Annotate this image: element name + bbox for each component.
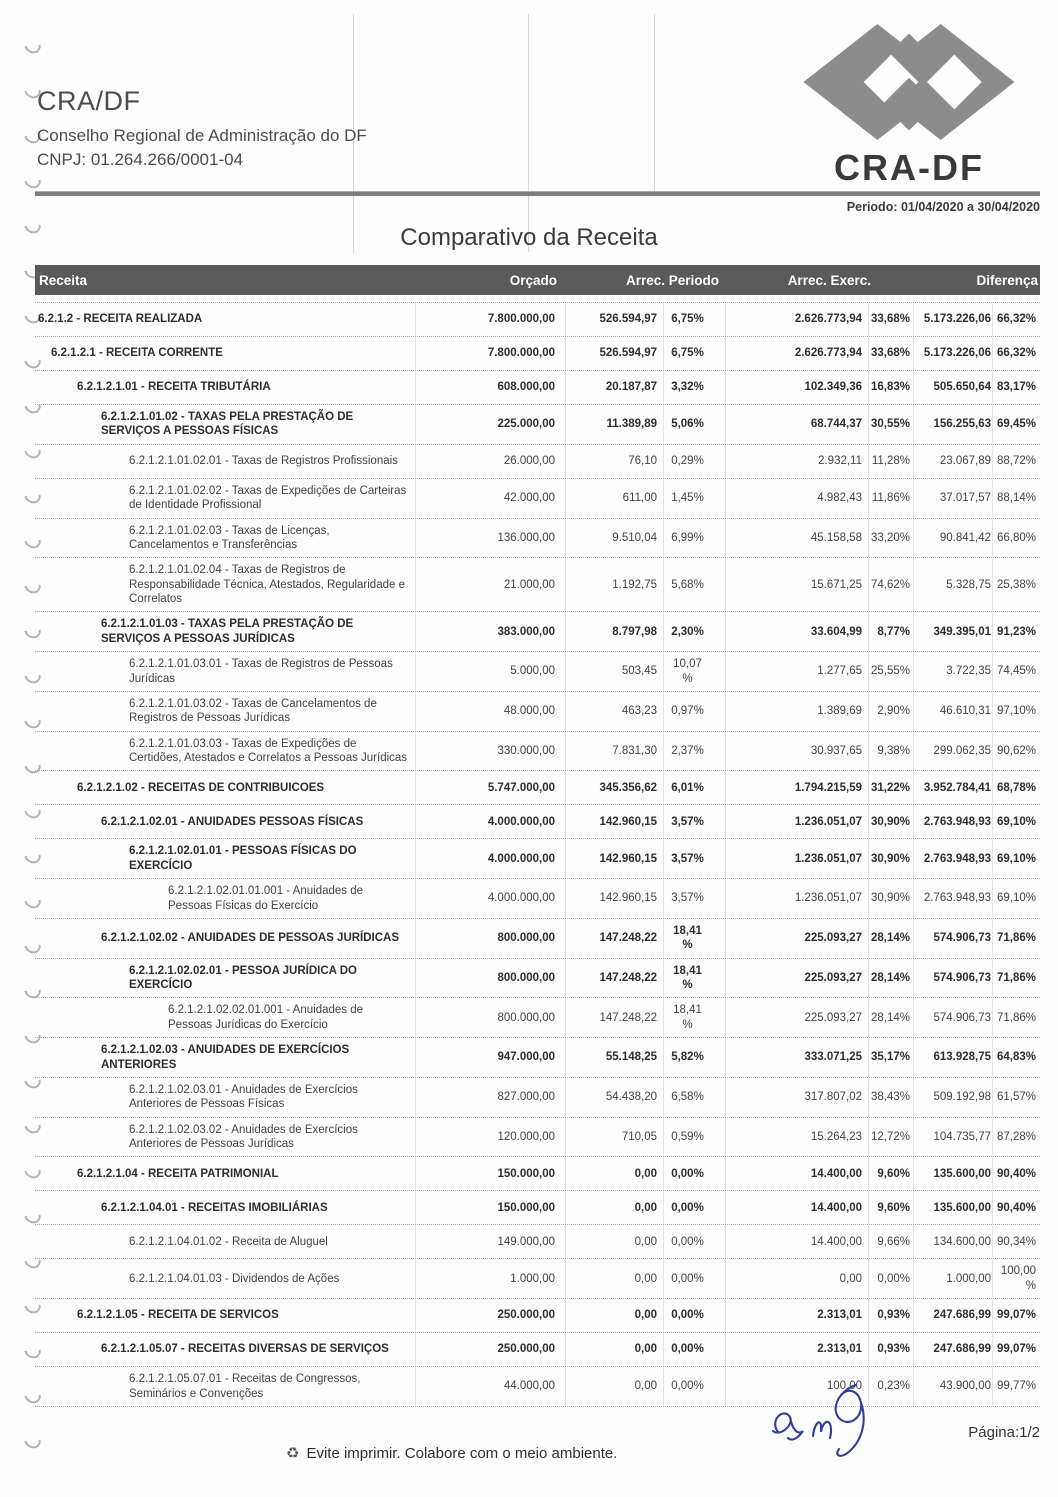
orcado-value: 44.000,00 — [415, 1367, 565, 1406]
diferenca-pct: 71,86% — [992, 959, 1040, 998]
orcado-value: 250.000,00 — [415, 1299, 565, 1332]
orcado-value: 120.000,00 — [415, 1118, 565, 1157]
arrec-exerc-pct: 12,72% — [868, 1118, 913, 1157]
arrec-periodo-pct: 6,99% — [663, 519, 725, 558]
arrec-periodo-value: 147.248,22 — [565, 959, 663, 998]
arrec-exerc-value: 14.400,00 — [725, 1225, 868, 1258]
orcado-value: 330.000,00 — [415, 732, 565, 771]
arrec-periodo-value: 147.248,22 — [565, 998, 663, 1037]
table-row — [35, 337, 1040, 371]
recycle-icon: ♻ — [286, 1445, 300, 1462]
arrec-periodo-pct: 3,32% — [663, 371, 725, 404]
arrec-periodo-value: 0,00 — [565, 1191, 663, 1224]
orcado-value: 947.000,00 — [415, 1038, 565, 1077]
arrec-exerc-value: 4.982,43 — [725, 479, 868, 518]
arrec-exerc-pct: 35,17% — [868, 1038, 913, 1077]
diferenca-pct: 87,28% — [992, 1118, 1040, 1157]
arrec-exerc-value: 30.937,65 — [725, 732, 868, 771]
arrec-periodo-value: 1.192,75 — [565, 558, 663, 611]
orcado-value: 48.000,00 — [415, 692, 565, 731]
binder-hole-mark — [21, 169, 44, 191]
row-label: 6.2.1.2.1.01.02 - TAXAS PELA PRESTAÇÃO DE SERVIÇOS A PESSOAS FÍSICAS — [101, 411, 354, 438]
header-rule — [35, 191, 1040, 196]
diferenca-value: 134.600,00 — [913, 1225, 992, 1258]
diferenca-pct: 99,77% — [992, 1367, 1040, 1406]
eco-note — [286, 1444, 617, 1462]
table-row — [35, 479, 1040, 519]
arrec-periodo-pct: 3,57% — [663, 839, 725, 878]
arrec-exerc-value: 68.744,37 — [725, 405, 868, 444]
diferenca-pct: 90,62% — [992, 732, 1040, 771]
arrec-exerc-pct: 74,62% — [868, 558, 913, 611]
table-row — [35, 652, 1040, 692]
row-label: 6.2.1.2 - RECEITA REALIZADA — [38, 313, 203, 326]
arrec-periodo-value: 710,05 — [565, 1118, 663, 1157]
logo-wordmark: CRA-DF — [834, 147, 984, 188]
arrec-exerc-pct: 9,60% — [868, 1191, 913, 1224]
orcado-value: 150.000,00 — [415, 1191, 565, 1224]
arrec-periodo-value: 463,23 — [565, 692, 663, 731]
arrec-exerc-pct: 25,55% — [868, 652, 913, 691]
col-header-diferenca: Diferença — [976, 272, 1038, 288]
diferenca-value: 37.017,57 — [913, 479, 992, 518]
row-label: 6.2.1.2.1.05 - RECEITA DE SERVICOS — [77, 1309, 279, 1322]
table-row — [35, 1157, 1040, 1191]
arrec-exerc-pct: 30,55% — [868, 405, 913, 444]
arrec-exerc-pct: 0,23% — [868, 1367, 913, 1406]
orcado-value: 4.000.000,00 — [415, 879, 565, 918]
diferenca-value: 135.600,00 — [913, 1157, 992, 1190]
diferenca-pct: 61,57% — [992, 1078, 1040, 1117]
row-label: 6.2.1.2.1.04 - RECEITA PATRIMONIAL — [77, 1167, 279, 1180]
arrec-periodo-pct: 1,45% — [663, 479, 725, 518]
diferenca-pct: 64,83% — [992, 1038, 1040, 1077]
arrec-periodo-value: 55.148,25 — [565, 1038, 663, 1077]
signature-scribble — [768, 1380, 900, 1472]
arrec-periodo-value: 503,45 — [565, 652, 663, 691]
diferenca-value: 1.000,00 — [913, 1259, 992, 1298]
table-row — [35, 839, 1040, 879]
arrec-periodo-pct: 6,75% — [663, 303, 725, 336]
orcado-value: 5.000,00 — [415, 652, 565, 691]
table-row — [35, 1118, 1040, 1158]
diferenca-pct: 99,07% — [992, 1299, 1040, 1332]
table-body — [35, 302, 1040, 1407]
arrec-periodo-value: 611,00 — [565, 479, 663, 518]
arrec-periodo-value: 0,00 — [565, 1259, 663, 1298]
diferenca-pct: 69,10% — [992, 839, 1040, 878]
diferenca-pct: 71,86% — [992, 919, 1040, 958]
arrec-exerc-value: 225.093,27 — [725, 919, 868, 958]
col-header-receita: Receita — [39, 272, 88, 288]
row-label: 6.2.1.2.1.01.02.01 - Taxas de Registros Profissionais — [129, 455, 398, 468]
arrec-periodo-pct: 18,41 % — [663, 998, 725, 1037]
arrec-periodo-value: 142.960,15 — [565, 879, 663, 918]
diferenca-value: 43.900,00 — [913, 1367, 992, 1406]
arrec-periodo-value: 7.831,30 — [565, 732, 663, 771]
table-row — [35, 732, 1040, 772]
arrec-periodo-value: 20.187,87 — [565, 371, 663, 404]
arrec-periodo-value: 76,10 — [565, 445, 663, 478]
row-label: 6.2.1.2.1.01.03.02 - Taxas de Cancelamentos de Registros de Pessoas Jurídicas — [129, 697, 377, 725]
arrec-periodo-pct: 6,75% — [663, 337, 725, 370]
orcado-value: 250.000,00 — [415, 1333, 565, 1366]
col-header-arrec-exerc: Arrec. Exerc. — [787, 272, 871, 288]
orcado-value: 608.000,00 — [415, 371, 565, 404]
row-label: 6.2.1.2.1.01.03.03 - Taxas de Expedições de Certidões, Atestados e Correlatos a Pessoas Jurídicas — [129, 737, 408, 764]
arrec-periodo-value: 526.594,97 — [565, 303, 663, 336]
row-label: 6.2.1.2.1.05.07 - RECEITAS DIVERSAS DE SERVIÇOS — [101, 1343, 389, 1356]
arrec-exerc-value: 14.400,00 — [725, 1157, 868, 1190]
orcado-value: 1.000,00 — [415, 1259, 565, 1298]
diferenca-value: 3.722,35 — [913, 652, 992, 691]
table-row — [35, 998, 1040, 1038]
arrec-exerc-value: 317.807,02 — [725, 1078, 868, 1117]
diferenca-pct: 69,10% — [992, 879, 1040, 918]
arrec-exerc-pct: 8,77% — [868, 612, 913, 651]
arrec-periodo-pct: 0,59% — [663, 1118, 725, 1157]
table-row — [35, 1038, 1040, 1078]
arrec-periodo-value: 0,00 — [565, 1225, 663, 1258]
arrec-exerc-pct: 33,68% — [868, 303, 913, 336]
org-abbrev: CRA/DF — [37, 86, 141, 116]
orcado-value: 26.000,00 — [415, 445, 565, 478]
arrec-exerc-pct: 2,90% — [868, 692, 913, 731]
arrec-periodo-pct: 5,82% — [663, 1038, 725, 1077]
orcado-value: 7.800.000,00 — [415, 337, 565, 370]
diferenca-value: 46.610,31 — [913, 692, 992, 731]
arrec-exerc-value: 2.626.773,94 — [725, 303, 868, 336]
arrec-exerc-value: 333.071,25 — [725, 1038, 868, 1077]
row-label: 6.2.1.2.1 - RECEITA CORRENTE — [51, 347, 223, 360]
row-label: 6.2.1.2.1.01.02.04 - Taxas de Registros de Responsabilidade Técnica, Atestados, Regularidade e Correlatos — [129, 564, 405, 605]
row-label: 6.2.1.2.1.02.02.01.001 - Anuidades de Pessoas Jurídicas do Exercício — [168, 1004, 364, 1031]
arrec-exerc-value: 225.093,27 — [725, 959, 868, 998]
orcado-value: 7.800.000,00 — [415, 303, 565, 336]
orcado-value: 136.000,00 — [415, 519, 565, 558]
row-label: 6.2.1.2.1.02 - RECEITAS DE CONTRIBUICOES — [77, 781, 325, 794]
arrec-exerc-pct: 28,14% — [868, 959, 913, 998]
arrec-exerc-value: 0,00 — [725, 1259, 868, 1298]
diferenca-value: 156.255,63 — [913, 405, 992, 444]
arrec-periodo-pct: 0,00% — [663, 1299, 725, 1332]
diferenca-value: 247.686,99 — [913, 1333, 992, 1366]
diferenca-value: 574.906,73 — [913, 919, 992, 958]
eco-note-text: Evite imprimir. Colabore com o meio ambiente. — [306, 1445, 618, 1462]
diferenca-pct: 90,40% — [992, 1191, 1040, 1224]
arrec-exerc-pct: 9,60% — [868, 1157, 913, 1190]
orcado-value: 800.000,00 — [415, 959, 565, 998]
arrec-exerc-pct: 30,90% — [868, 879, 913, 918]
diferenca-value: 5.173.226,06 — [913, 337, 992, 370]
arrec-periodo-value: 0,00 — [565, 1333, 663, 1366]
arrec-exerc-value: 2.932,11 — [725, 445, 868, 478]
arrec-exerc-pct: 31,22% — [868, 771, 913, 804]
revenue-table — [35, 265, 1040, 1407]
arrec-exerc-value: 1.277,65 — [725, 652, 868, 691]
row-label: 6.2.1.2.1.02.01 - ANUIDADES PESSOAS FÍSICAS — [101, 815, 364, 828]
orcado-value: 150.000,00 — [415, 1157, 565, 1190]
arrec-exerc-value: 1.236.051,07 — [725, 879, 868, 918]
diferenca-value: 574.906,73 — [913, 959, 992, 998]
arrec-periodo-pct: 3,57% — [663, 879, 725, 918]
orcado-value: 5.747.000,00 — [415, 771, 565, 804]
orcado-value: 21.000,00 — [415, 558, 565, 611]
arrec-exerc-value: 45.158,58 — [725, 519, 868, 558]
diferenca-pct: 100,00 % — [992, 1259, 1040, 1298]
row-label: 6.2.1.2.1.04.01 - RECEITAS IMOBILIÁRIAS — [101, 1201, 328, 1214]
diferenca-value: 3.952.784,41 — [913, 771, 992, 804]
row-label: 6.2.1.2.1.01.03.01 - Taxas de Registros de Pessoas Jurídicas — [129, 658, 393, 685]
arrec-exerc-pct: 30,90% — [868, 805, 913, 838]
arrec-exerc-pct: 28,14% — [868, 998, 913, 1037]
arrec-periodo-pct: 18,41 % — [663, 959, 725, 998]
cra-df-logo — [778, 24, 1040, 189]
arrec-periodo-value: 0,00 — [565, 1157, 663, 1190]
org-name: Conselho Regional de Administração do DF — [37, 126, 367, 145]
diferenca-pct: 74,45% — [992, 652, 1040, 691]
arrec-periodo-pct: 0,00% — [663, 1157, 725, 1190]
row-label: 6.2.1.2.1.02.03 - ANUIDADES DE EXERCÍCIOS ANTERIORES — [101, 1044, 350, 1071]
diferenca-value: 90.841,42 — [913, 519, 992, 558]
arrec-exerc-pct: 0,93% — [868, 1333, 913, 1366]
row-label: 6.2.1.2.1.02.01.01.001 - Anuidades de Pessoas Físicas do Exercício — [168, 885, 364, 912]
table-row — [35, 771, 1040, 805]
diferenca-pct: 83,17% — [992, 371, 1040, 404]
diferenca-value: 247.686,99 — [913, 1299, 992, 1332]
col-header-orcado: Orçado — [509, 272, 557, 288]
arrec-exerc-pct: 28,14% — [868, 919, 913, 958]
orcado-value: 4.000.000,00 — [415, 805, 565, 838]
arrec-periodo-pct: 6,58% — [663, 1078, 725, 1117]
arrec-periodo-pct: 0,00% — [663, 1191, 725, 1224]
orcado-value: 4.000.000,00 — [415, 839, 565, 878]
table-header-row — [35, 265, 1040, 295]
row-label: 6.2.1.2.1.02.03.02 - Anuidades de Exercícios Anteriores de Pessoas Jurídicas — [129, 1123, 358, 1150]
scan-line-artifact — [528, 14, 529, 252]
table-row — [35, 303, 1040, 337]
row-label: 6.2.1.2.1.04.01.03 - Dividendos de Ações — [129, 1272, 340, 1285]
arrec-exerc-value: 1.389,69 — [725, 692, 868, 731]
arrec-periodo-pct: 18,41 % — [663, 919, 725, 958]
arrec-periodo-value: 0,00 — [565, 1299, 663, 1332]
diferenca-value: 23.067,89 — [913, 445, 992, 478]
arrec-periodo-value: 0,00 — [565, 1367, 663, 1406]
arrec-periodo-pct: 5,68% — [663, 558, 725, 611]
arrec-periodo-value: 147.248,22 — [565, 919, 663, 958]
diferenca-value: 104.735,77 — [913, 1118, 992, 1157]
table-row — [35, 692, 1040, 732]
arrec-exerc-value: 15.671,25 — [725, 558, 868, 611]
orcado-value: 383.000,00 — [415, 612, 565, 651]
arrec-periodo-pct: 0,00% — [663, 1259, 725, 1298]
diferenca-value: 2.763.948,93 — [913, 805, 992, 838]
arrec-periodo-value: 11.389,89 — [565, 405, 663, 444]
diferenca-value: 613.928,75 — [913, 1038, 992, 1077]
arrec-exerc-pct: 33,68% — [868, 337, 913, 370]
arrec-exerc-pct: 11,28% — [868, 445, 913, 478]
diferenca-pct: 66,32% — [992, 337, 1040, 370]
arrec-exerc-pct: 16,83% — [868, 371, 913, 404]
diferenca-pct: 99,07% — [992, 1333, 1040, 1366]
orcado-value: 800.000,00 — [415, 998, 565, 1037]
row-label: 6.2.1.2.1.01.02.03 - Taxas de Licenças, Cancelamentos e Transferências — [129, 524, 330, 551]
diferenca-value: 2.763.948,93 — [913, 839, 992, 878]
arrec-periodo-value: 8.797,98 — [565, 612, 663, 651]
arrec-periodo-pct: 0,00% — [663, 1367, 725, 1406]
table-row — [35, 919, 1040, 959]
row-label: 6.2.1.2.1.05.07.01 - Receitas de Congressos, Seminários e Convenções — [129, 1373, 361, 1400]
row-label: 6.2.1.2.1.04.01.02 - Receita de Aluguel — [129, 1235, 328, 1248]
arrec-periodo-pct: 0,00% — [663, 1333, 725, 1366]
arrec-exerc-value: 2.626.773,94 — [725, 337, 868, 370]
arrec-exerc-pct: 33,20% — [868, 519, 913, 558]
arrec-periodo-value: 142.960,15 — [565, 805, 663, 838]
scan-line-artifact — [654, 14, 655, 194]
org-cnpj: CNPJ: 01.264.266/0001-04 — [37, 150, 244, 169]
orcado-value: 42.000,00 — [415, 479, 565, 518]
arrec-exerc-pct: 30,90% — [868, 839, 913, 878]
diferenca-value: 574.906,73 — [913, 998, 992, 1037]
table-row — [35, 371, 1040, 405]
arrec-exerc-value: 102.349,36 — [725, 371, 868, 404]
table-row — [35, 1225, 1040, 1259]
table-row — [35, 558, 1040, 612]
org-header — [37, 86, 367, 170]
table-row — [35, 519, 1040, 559]
arrec-periodo-pct: 10,07 % — [663, 652, 725, 691]
page-number: Página:1/2 — [968, 1424, 1040, 1441]
arrec-periodo-pct: 6,01% — [663, 771, 725, 804]
diferenca-pct: 25,38% — [992, 558, 1040, 611]
arrec-periodo-pct: 2,30% — [663, 612, 725, 651]
orcado-value: 827.000,00 — [415, 1078, 565, 1117]
arrec-exerc-value: 225.093,27 — [725, 998, 868, 1037]
diferenca-pct: 69,45% — [992, 405, 1040, 444]
arrec-periodo-pct: 5,06% — [663, 405, 725, 444]
table-row — [35, 1299, 1040, 1333]
page-title: Comparativo da Receita — [400, 224, 658, 251]
diferenca-value: 5.173.226,06 — [913, 303, 992, 336]
arrec-exerc-pct: 0,00% — [868, 1259, 913, 1298]
row-label: 6.2.1.2.1.01.02.02 - Taxas de Expedições de Carteiras de Identidade Profissional — [129, 484, 407, 512]
orcado-value: 800.000,00 — [415, 919, 565, 958]
arrec-periodo-pct: 2,37% — [663, 732, 725, 771]
table-row — [35, 959, 1040, 999]
diferenca-value: 135.600,00 — [913, 1191, 992, 1224]
arrec-periodo-pct: 0,00% — [663, 1225, 725, 1258]
arrec-exerc-value: 1.794.215,59 — [725, 771, 868, 804]
diferenca-value: 349.395,01 — [913, 612, 992, 651]
logo-diamonds-icon — [798, 24, 1020, 140]
diferenca-pct: 90,34% — [992, 1225, 1040, 1258]
arrec-exerc-pct: 11,86% — [868, 479, 913, 518]
arrec-exerc-value: 2.313,01 — [725, 1333, 868, 1366]
diferenca-pct: 71,86% — [992, 998, 1040, 1037]
diferenca-value: 5.328,75 — [913, 558, 992, 611]
arrec-exerc-pct: 0,93% — [868, 1299, 913, 1332]
arrec-periodo-value: 9.510,04 — [565, 519, 663, 558]
table-row — [35, 805, 1040, 839]
table-row — [35, 1078, 1040, 1118]
col-header-arrec-periodo: Arrec. Periodo — [625, 272, 719, 288]
row-label: 6.2.1.2.1.02.01.01 - PESSOAS FÍSICAS DO EXERCÍCIO — [129, 845, 357, 872]
arrec-exerc-pct: 9,38% — [868, 732, 913, 771]
arrec-exerc-value: 33.604,99 — [725, 612, 868, 651]
arrec-periodo-value: 526.594,97 — [565, 337, 663, 370]
diferenca-pct: 68,78% — [992, 771, 1040, 804]
diferenca-value: 505.650,64 — [913, 371, 992, 404]
diferenca-pct: 88,14% — [992, 479, 1040, 518]
arrec-exerc-pct: 9,66% — [868, 1225, 913, 1258]
row-label: 6.2.1.2.1.01 - RECEITA TRIBUTÁRIA — [77, 381, 271, 394]
row-label: 6.2.1.2.1.02.02.01 - PESSOA JURÍDICA DO EXERCÍCIO — [129, 964, 357, 991]
arrec-periodo-value: 345.356,62 — [565, 771, 663, 804]
arrec-periodo-value: 54.438,20 — [565, 1078, 663, 1117]
row-label: 6.2.1.2.1.02.02 - ANUIDADES DE PESSOAS JURÍDICAS — [101, 932, 400, 945]
arrec-exerc-pct: 38,43% — [868, 1078, 913, 1117]
diferenca-value: 509.192,98 — [913, 1078, 992, 1117]
diferenca-pct: 88,72% — [992, 445, 1040, 478]
row-label: 6.2.1.2.1.01.03 - TAXAS PELA PRESTAÇÃO DE SERVIÇOS A PESSOAS JURÍDICAS — [101, 618, 354, 645]
diferenca-pct: 66,80% — [992, 519, 1040, 558]
table-row — [35, 445, 1040, 479]
table-row — [35, 612, 1040, 652]
table-row — [35, 1191, 1040, 1225]
row-label: 6.2.1.2.1.02.03.01 - Anuidades de Exercícios Anteriores de Pessoas Físicas — [129, 1083, 358, 1111]
arrec-periodo-value: 142.960,15 — [565, 839, 663, 878]
orcado-value: 225.000,00 — [415, 405, 565, 444]
diferenca-pct: 97,10% — [992, 692, 1040, 731]
diferenca-pct: 90,40% — [992, 1157, 1040, 1190]
diferenca-pct: 66,32% — [992, 303, 1040, 336]
arrec-exerc-value: 100,00 — [725, 1367, 868, 1406]
arrec-exerc-value: 14.400,00 — [725, 1191, 868, 1224]
arrec-exerc-value: 2.313,01 — [725, 1299, 868, 1332]
period-label: Periodo: 01/04/2020 a 30/04/2020 — [846, 200, 1040, 214]
binder-hole-mark — [21, 1429, 44, 1451]
arrec-periodo-pct: 0,29% — [663, 445, 725, 478]
arrec-exerc-value: 1.236.051,07 — [725, 839, 868, 878]
diferenca-value: 2.763.948,93 — [913, 879, 992, 918]
binder-hole-mark — [21, 34, 44, 56]
diferenca-pct: 91,23% — [992, 612, 1040, 651]
diferenca-value: 299.062,35 — [913, 732, 992, 771]
arrec-exerc-value: 15.264,23 — [725, 1118, 868, 1157]
arrec-periodo-pct: 0,97% — [663, 692, 725, 731]
table-row — [35, 405, 1040, 445]
table-row — [35, 879, 1040, 919]
orcado-value: 149.000,00 — [415, 1225, 565, 1258]
table-row — [35, 1259, 1040, 1299]
arrec-exerc-value: 1.236.051,07 — [725, 805, 868, 838]
diferenca-pct: 69,10% — [992, 805, 1040, 838]
table-row — [35, 1333, 1040, 1367]
arrec-periodo-pct: 3,57% — [663, 805, 725, 838]
